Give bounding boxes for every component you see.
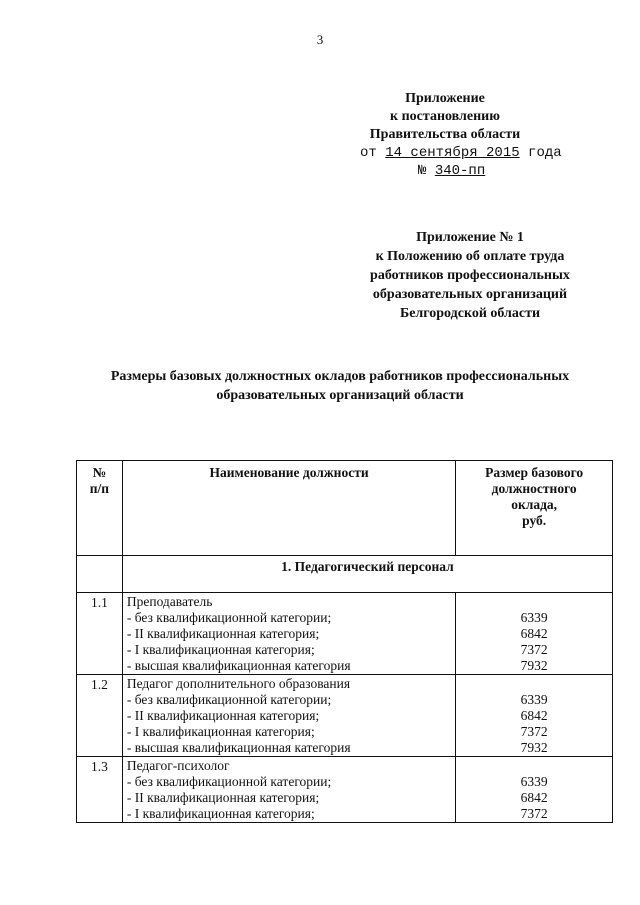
header-salary-line-1: Размер базового xyxy=(485,465,584,480)
salary-value: 7932 xyxy=(520,658,548,673)
salary-table xyxy=(76,460,613,823)
decree-number-prefix: № xyxy=(418,163,427,179)
category-label: - без квалификационной категории; xyxy=(126,692,332,707)
salary-value: 6339 xyxy=(520,774,548,789)
row-number: 1.1 xyxy=(77,593,123,675)
header-position xyxy=(122,461,455,556)
category-label: - I квалификационная категория; xyxy=(126,806,315,821)
annex-line-3: образовательных организаций xyxy=(372,287,568,302)
category-label: - II квалификационная категория; xyxy=(126,790,320,805)
category-label: - II квалификационная категория; xyxy=(126,708,320,723)
category-label: - без квалификационной категории; xyxy=(126,610,332,625)
salary-value: 7372 xyxy=(520,724,548,739)
salary-cell xyxy=(456,593,613,675)
salary-value: 7932 xyxy=(520,740,548,755)
salary-value: 7372 xyxy=(520,806,548,821)
appendix-line-2: Правительства области xyxy=(369,127,521,142)
salary-cell xyxy=(456,757,613,823)
annex-line-1: к Положению об оплате труда xyxy=(375,249,565,264)
decree-date-line xyxy=(360,144,600,162)
table-row xyxy=(77,593,613,675)
annex-heading xyxy=(340,228,600,323)
section-title: 1. Педагогический персонал xyxy=(122,556,612,593)
page-number: 3 xyxy=(316,32,324,47)
salary-value: 7372 xyxy=(520,642,548,657)
position-title: Педагог-психолог xyxy=(126,758,230,773)
salary-value: 6339 xyxy=(520,692,548,707)
section-row xyxy=(77,556,613,593)
category-label: - высшая квалификационная категория xyxy=(126,658,351,673)
position-title: Педагог дополнительного образования xyxy=(126,676,351,691)
salary-value: 6842 xyxy=(520,708,548,723)
appendix-heading xyxy=(330,90,560,144)
decree-number: 340-пп xyxy=(434,163,486,179)
header-number-line-1: № xyxy=(92,465,107,480)
category-label: - II квалификационная категория; xyxy=(126,626,320,641)
position-cell xyxy=(122,675,455,757)
table-row xyxy=(77,757,613,823)
table-row xyxy=(77,675,613,757)
category-label: - без квалификационной категории; xyxy=(126,774,332,789)
decree-date-suffix: года xyxy=(528,145,562,161)
salary-value: 6339 xyxy=(520,610,548,625)
position-cell xyxy=(122,757,455,823)
category-label: - высшая квалификационная категория xyxy=(126,740,351,755)
decree-date: 14 сентября 2015 xyxy=(385,145,520,161)
document-title-line-2: образовательных организаций области xyxy=(216,388,464,403)
decree-date-prefix: от xyxy=(360,145,377,161)
category-label: - I квалификационная категория; xyxy=(126,642,315,657)
decree-number-line xyxy=(418,162,485,180)
position-cell xyxy=(122,593,455,675)
annex-line-2: работников профессиональных xyxy=(370,268,570,283)
salary-value: 6842 xyxy=(520,626,548,641)
annex-title: Приложение № 1 xyxy=(416,230,524,245)
row-number: 1.2 xyxy=(77,675,123,757)
header-salary-line-4: руб. xyxy=(522,513,547,528)
header-number-line-2: п/п xyxy=(89,481,110,496)
position-title: Преподаватель xyxy=(126,594,213,609)
header-salary xyxy=(456,461,613,556)
section-number-cell xyxy=(77,556,123,593)
row-number: 1.3 xyxy=(77,757,123,823)
document-title-line-1: Размеры базовых должностных окладов работников профессиональных xyxy=(110,369,570,384)
salary-cell xyxy=(456,675,613,757)
appendix-line-1: к постановлению xyxy=(390,109,500,124)
salary-value: 6842 xyxy=(520,790,548,805)
header-salary-line-2: должностного xyxy=(491,481,577,496)
header-salary-line-3: оклада, xyxy=(511,497,558,512)
category-label: - I квалификационная категория; xyxy=(126,724,315,739)
document-title xyxy=(80,367,600,405)
header-number xyxy=(77,461,123,556)
table-header-row xyxy=(77,461,613,556)
header-position-label: Наименование должности xyxy=(209,465,369,480)
annex-line-4: Белгородской области xyxy=(399,306,541,321)
appendix-title: Приложение xyxy=(405,91,485,106)
